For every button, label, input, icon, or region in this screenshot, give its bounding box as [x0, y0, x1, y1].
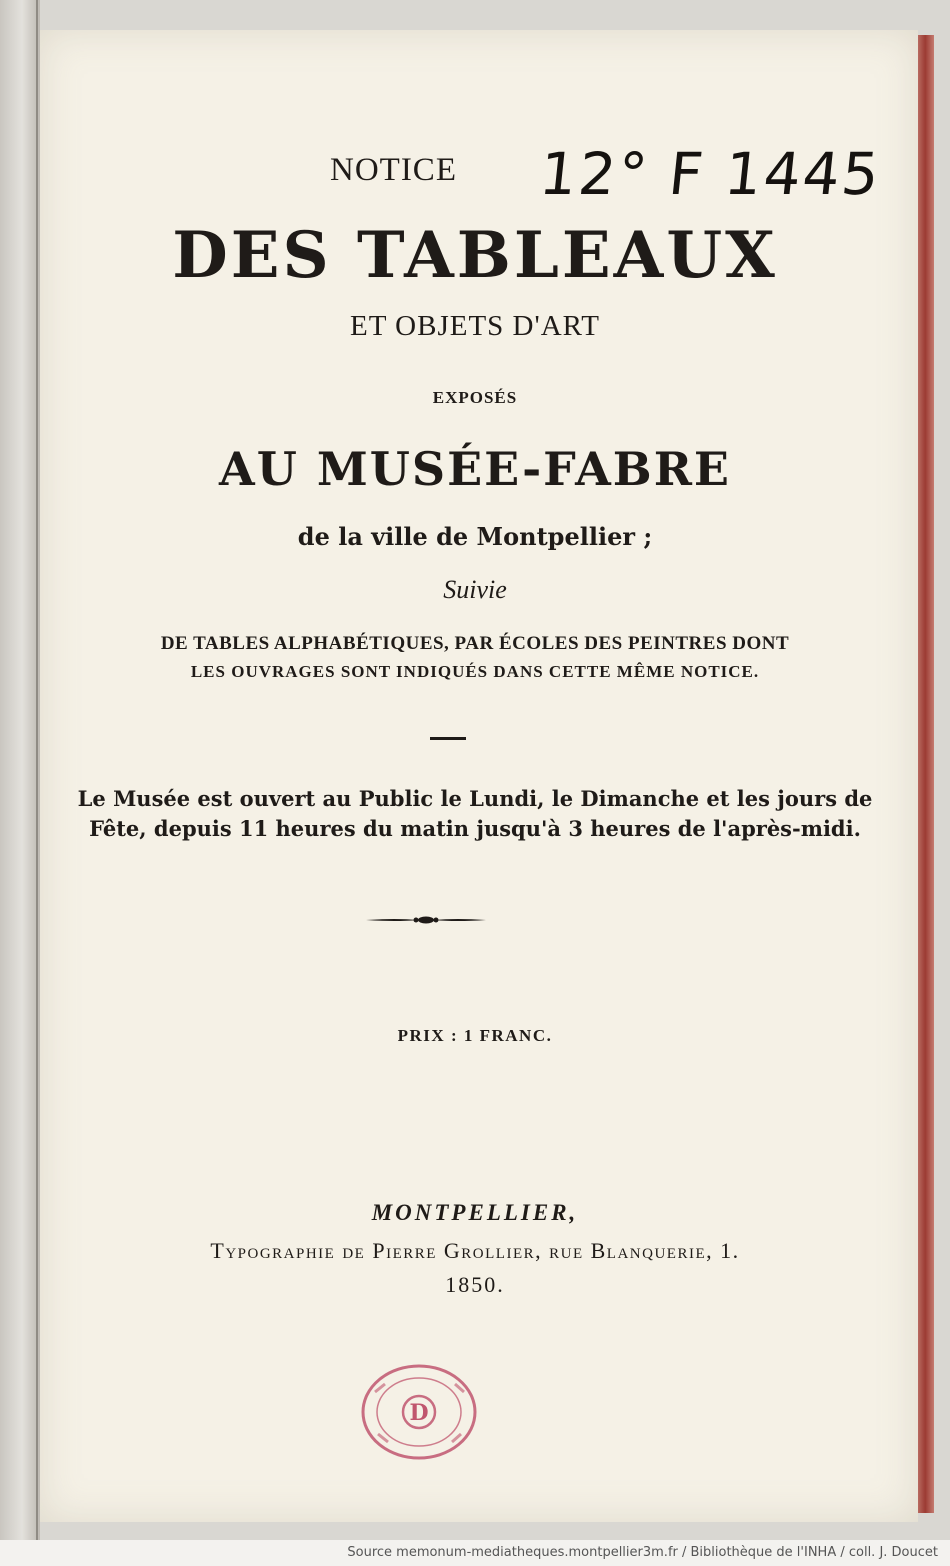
library-stamp: [360, 1362, 478, 1462]
price-line: PRIX : 1 FRANC.: [397, 1026, 553, 1045]
exposes-line: EXPOSÉS: [432, 388, 518, 407]
imprint-printer: Typographie de Pierre Grollier, rue Blanquerie, 1.: [210, 1238, 740, 1263]
opening-hours-line-1: Le Musée est ouvert au Public le Lundi, le Dimanche et les jours de: [77, 786, 873, 811]
ouvrages-line: LES OUVRAGES SONT INDIQUÉS DANS CETTE MÊME NOTICE.: [190, 662, 760, 681]
stamp-letter: D: [409, 1400, 429, 1426]
title-main: DES TABLEAUX: [172, 218, 778, 293]
opening-hours-line-2: Fête, depuis 11 heures du matin jusqu'à 3 heures de l'après-midi.: [89, 816, 861, 841]
museum-name: AU MUSÉE-FABRE: [219, 442, 731, 496]
source-footer: Source memonum-mediatheques.montpellier3m.fr / Bibliothèque de l'INHA / coll. J. Doucet: [0, 1540, 950, 1566]
notice-word: NOTICE: [330, 152, 457, 188]
imprint-city: MONTPELLIER,: [371, 1200, 579, 1225]
imprint-year: 1850.: [445, 1272, 505, 1297]
ornament-divider: [366, 910, 486, 930]
short-rule: [430, 737, 466, 740]
tables-line: DE TABLES ALPHABÉTIQUES, PAR ÉCOLES DES PEINTRES DONT: [160, 633, 790, 654]
title-sub: ET OBJETS D'ART: [350, 310, 600, 342]
suivie-line: Suivie: [443, 575, 507, 604]
handwritten-shelfmark: 12° F 1445: [536, 140, 885, 208]
city-line: de la ville de Montpellier ;: [297, 522, 653, 551]
